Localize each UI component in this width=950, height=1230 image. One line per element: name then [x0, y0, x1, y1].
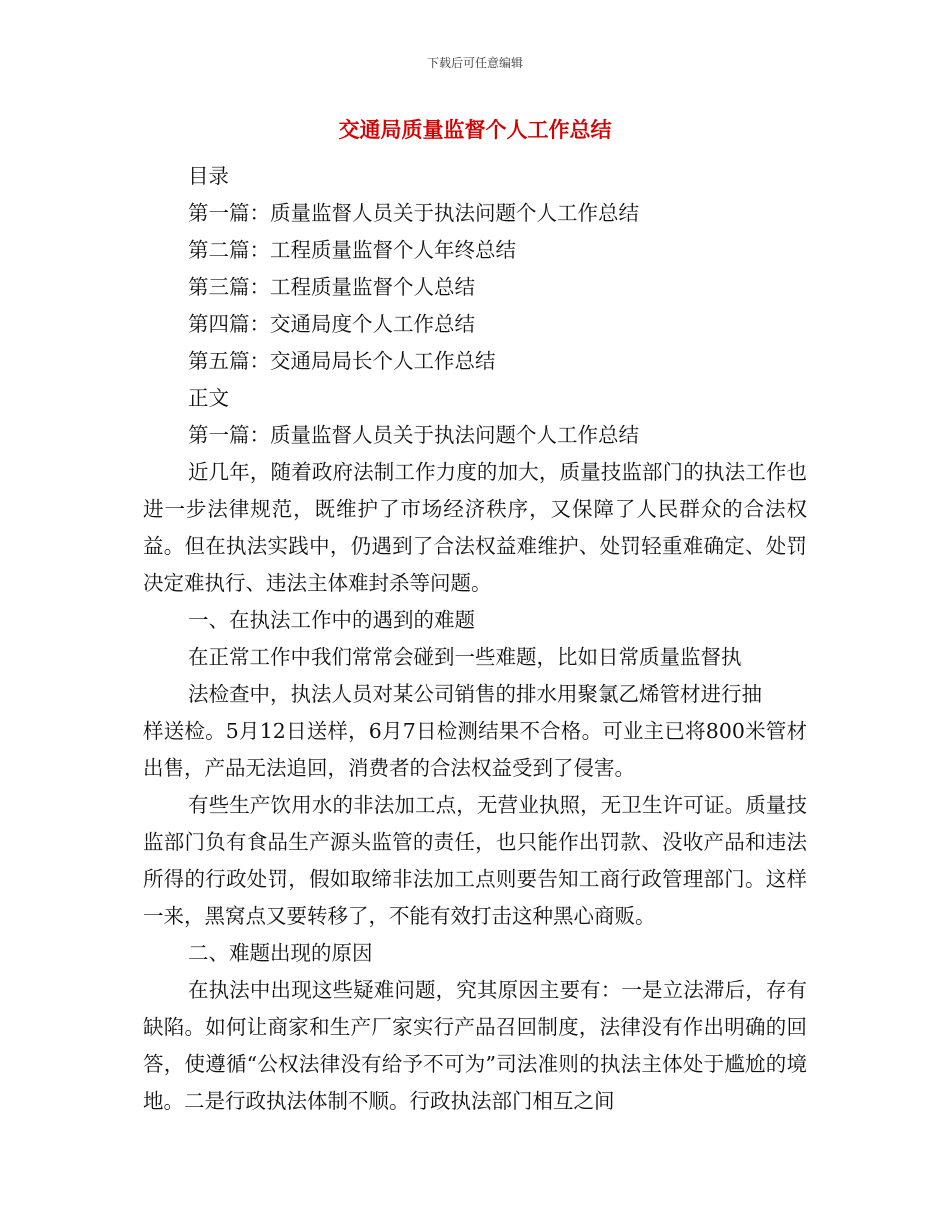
main-heading: 正文 [188, 386, 229, 410]
page-header-note: 下载后可任意编辑 [426, 56, 523, 70]
toc-item: 第三篇：工程质量监督个人总结 [188, 275, 475, 299]
paragraph: 在执法中出现这些疑难问题，究其原因主要有：一是立法滞后，存有缺陷。如何让商家和生产厂家实行产品召回制度，法律没有作出明确的回答，使遵循“公权法律没有给予不可为”司法准则的执法主体处于尴尬的境地。二是行政执法体制不顺。行政执法部门相互之间 [143, 978, 807, 1113]
paragraph-line: 在正常工作中我们常常会碰到一些难题，比如日常质量监督执 [188, 645, 742, 669]
section-heading: 一、在执法工作中的遇到的难题 [188, 608, 475, 632]
section-heading: 二、难题出现的原因 [188, 941, 373, 965]
toc-heading: 目录 [188, 164, 229, 188]
chapter-title: 第一篇：质量监督人员关于执法问题个人工作总结 [188, 423, 639, 447]
toc-item: 第五篇：交通局局长个人工作总结 [188, 349, 496, 373]
document-title: 交通局质量监督个人工作总结 [338, 118, 612, 142]
paragraph: 近几年，随着政府法制工作力度的加大，质量技监部门的执法工作也进一步法律规范，既维护了市场经济秩序，又保障了人民群众的合法权益。但在执法实践中，仍遇到了合法权益难维护、处罚轻重难确定、处罚决定难执行、违法主体难封杀等问题。 [143, 460, 807, 595]
toc-item: 第二篇：工程质量监督个人年终总结 [188, 238, 516, 262]
paragraph: 有些生产饮用水的非法加工点，无营业执照，无卫生许可证。质量技监部门负有食品生产源头监管的责任，也只能作出罚款、没收产品和违法所得的行政处罚，假如取缔非法加工点则要告知工商行政管理部门。这样一来，黑窝点又要转移了，不能有效打击这种黑心商贩。 [143, 793, 807, 928]
paragraph: 样送检。5月12日送样，6月7日检测结果不合格。可业主已将800米管材出售，产品无法追回，消费者的合法权益受到了侵害。 [143, 719, 807, 780]
toc-item: 第一篇：质量监督人员关于执法问题个人工作总结 [188, 201, 639, 225]
document-body [143, 158, 807, 1120]
toc-item: 第四篇：交通局度个人工作总结 [188, 312, 475, 336]
paragraph-line: 法检查中，执法人员对某公司销售的排水用聚氯乙烯管材进行抽 [188, 682, 762, 706]
